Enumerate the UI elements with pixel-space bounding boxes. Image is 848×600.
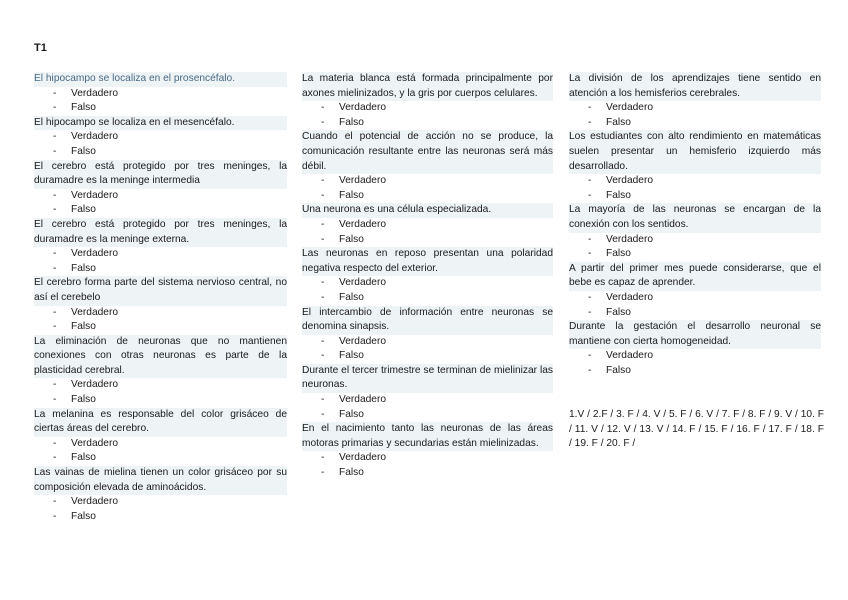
question-text: Una neurona es una célula especializada. [302, 203, 553, 218]
option-falso: - Falso [302, 466, 553, 481]
answer-options [302, 393, 553, 422]
option-verdadero: - Verdadero [569, 291, 821, 306]
option-falso: - Falso [34, 101, 287, 116]
question-text: El hipocampo se localiza en el mesencéfalo. [34, 116, 287, 131]
option-falso: - Falso [302, 233, 553, 248]
question-item [569, 130, 821, 203]
answer-options [34, 247, 287, 276]
option-verdadero: - Verdadero [302, 101, 553, 116]
option-falso: - Falso [34, 262, 287, 277]
answer-options [302, 218, 553, 247]
column-1 [34, 72, 287, 524]
option-verdadero: - Verdadero [34, 495, 287, 510]
option-verdadero: - Verdadero [302, 335, 553, 350]
question-item [34, 408, 287, 466]
question-item [302, 203, 553, 247]
question-text: La melanina es responsable del color grisáceo de ciertas áreas del cerebro. [34, 408, 287, 437]
question-item [569, 320, 821, 378]
option-falso: - Falso [34, 510, 287, 525]
answer-options [569, 291, 821, 320]
option-verdadero: - Verdadero [302, 218, 553, 233]
question-item [302, 72, 553, 130]
question-item [569, 262, 821, 320]
answer-options [302, 451, 553, 480]
option-verdadero: - Verdadero [34, 437, 287, 452]
option-verdadero: - Verdadero [569, 233, 821, 248]
option-falso: - Falso [34, 203, 287, 218]
option-verdadero: - Verdadero [34, 130, 287, 145]
option-falso: - Falso [569, 247, 821, 262]
option-verdadero: - Verdadero [302, 276, 553, 291]
question-item [302, 306, 553, 364]
question-text: A partir del primer mes puede considerarse, que el bebe es capaz de aprender. [569, 262, 821, 291]
question-text: La mayoría de las neuronas se encargan de la conexión con los sentidos. [569, 203, 821, 232]
answer-options [34, 495, 287, 524]
option-verdadero: - Verdadero [34, 87, 287, 102]
question-item [34, 218, 287, 276]
question-item [302, 364, 553, 422]
column-3 [569, 72, 821, 378]
answer-key: 1.V / 2.F / 3. F / 4. V / 5. F / 6. V / 7. F / 8. F / 9. V / 10. F / 11. V / 12. V / 13. V / 14. F / 15. F / 16. F / 17. F / 18. F / 19. F / 20. F / [569, 409, 824, 450]
answer-options [302, 174, 553, 203]
question-text: El cerebro forma parte del sistema nervioso central, no así el cerebelo [34, 276, 287, 305]
option-verdadero: - Verdadero [569, 101, 821, 116]
option-verdadero: - Verdadero [569, 174, 821, 189]
answer-options [569, 101, 821, 130]
option-verdadero: - Verdadero [34, 306, 287, 321]
question-text: Las neuronas en reposo presentan una polaridad negativa respecto del exterior. [302, 247, 553, 276]
option-falso: - Falso [34, 145, 287, 160]
answer-options [569, 233, 821, 262]
question-item [34, 466, 287, 524]
option-falso: - Falso [569, 364, 821, 379]
option-falso: - Falso [34, 393, 287, 408]
option-falso: - Falso [569, 306, 821, 321]
question-text: El hipocampo se localiza en el prosencéfalo. [34, 72, 287, 87]
option-verdadero: - Verdadero [302, 393, 553, 408]
question-text: La materia blanca está formada principalmente por axones mielinizados, y la gris por cuerpos celulares. [302, 72, 553, 101]
question-text: Las vainas de mielina tienen un color grisáceo por su composición elevada de aminoácidos. [34, 466, 287, 495]
question-item [302, 130, 553, 203]
answer-options [34, 378, 287, 407]
question-item [34, 116, 287, 160]
question-text: El cerebro está protegido por tres meninges, la duramadre es la meninge intermedia [34, 160, 287, 189]
question-item [302, 422, 553, 480]
option-falso: - Falso [302, 349, 553, 364]
column-2 [302, 72, 553, 481]
option-falso: - Falso [302, 408, 553, 423]
document-title: T1 [34, 42, 47, 54]
question-item [302, 247, 553, 305]
question-text: En el nacimiento tanto las neuronas de las áreas motoras primarias y secundarias están mielinizadas. [302, 422, 553, 451]
question-text: Los estudiantes con alto rendimiento en matemáticas suelen presentar un hemisferio izquierdo más desarrollado. [569, 130, 821, 174]
option-falso: - Falso [569, 189, 821, 204]
question-item [34, 276, 287, 334]
question-item [34, 72, 287, 116]
question-item [569, 203, 821, 261]
answer-options [302, 276, 553, 305]
option-falso: - Falso [302, 189, 553, 204]
option-falso: - Falso [34, 320, 287, 335]
question-text: Durante la gestación el desarrollo neuronal se mantiene con cierta homogeneidad. [569, 320, 821, 349]
answer-options [34, 306, 287, 335]
option-verdadero: - Verdadero [302, 451, 553, 466]
answer-options [34, 437, 287, 466]
answer-options [34, 189, 287, 218]
answer-options [34, 130, 287, 159]
answer-options [34, 87, 287, 116]
question-item [569, 72, 821, 130]
question-text: Durante el tercer trimestre se terminan de mielinizar las neuronas. [302, 364, 553, 393]
question-text: La eliminación de neuronas que no mantienen conexiones con otras neuronas es parte de la plasticidad cerebral. [34, 335, 287, 379]
question-item [34, 335, 287, 408]
answer-options [302, 101, 553, 130]
option-falso: - Falso [302, 116, 553, 131]
option-falso: - Falso [302, 291, 553, 306]
answer-options [569, 174, 821, 203]
answer-options [569, 349, 821, 378]
option-falso: - Falso [569, 116, 821, 131]
option-verdadero: - Verdadero [34, 247, 287, 262]
option-verdadero: - Verdadero [569, 349, 821, 364]
question-text: El cerebro está protegido por tres meninges, la duramadre es la meninge externa. [34, 218, 287, 247]
answer-options [302, 335, 553, 364]
question-text: La división de los aprendizajes tiene sentido en atención a los hemisferios cerebrales. [569, 72, 821, 101]
option-falso: - Falso [34, 451, 287, 466]
option-verdadero: - Verdadero [34, 378, 287, 393]
question-item [34, 160, 287, 218]
option-verdadero: - Verdadero [302, 174, 553, 189]
question-text: El intercambio de información entre neuronas se denomina sinapsis. [302, 306, 553, 335]
question-text: Cuando el potencial de acción no se produce, la comunicación resultante entre las neuronas será más débil. [302, 130, 553, 174]
option-verdadero: - Verdadero [34, 189, 287, 204]
